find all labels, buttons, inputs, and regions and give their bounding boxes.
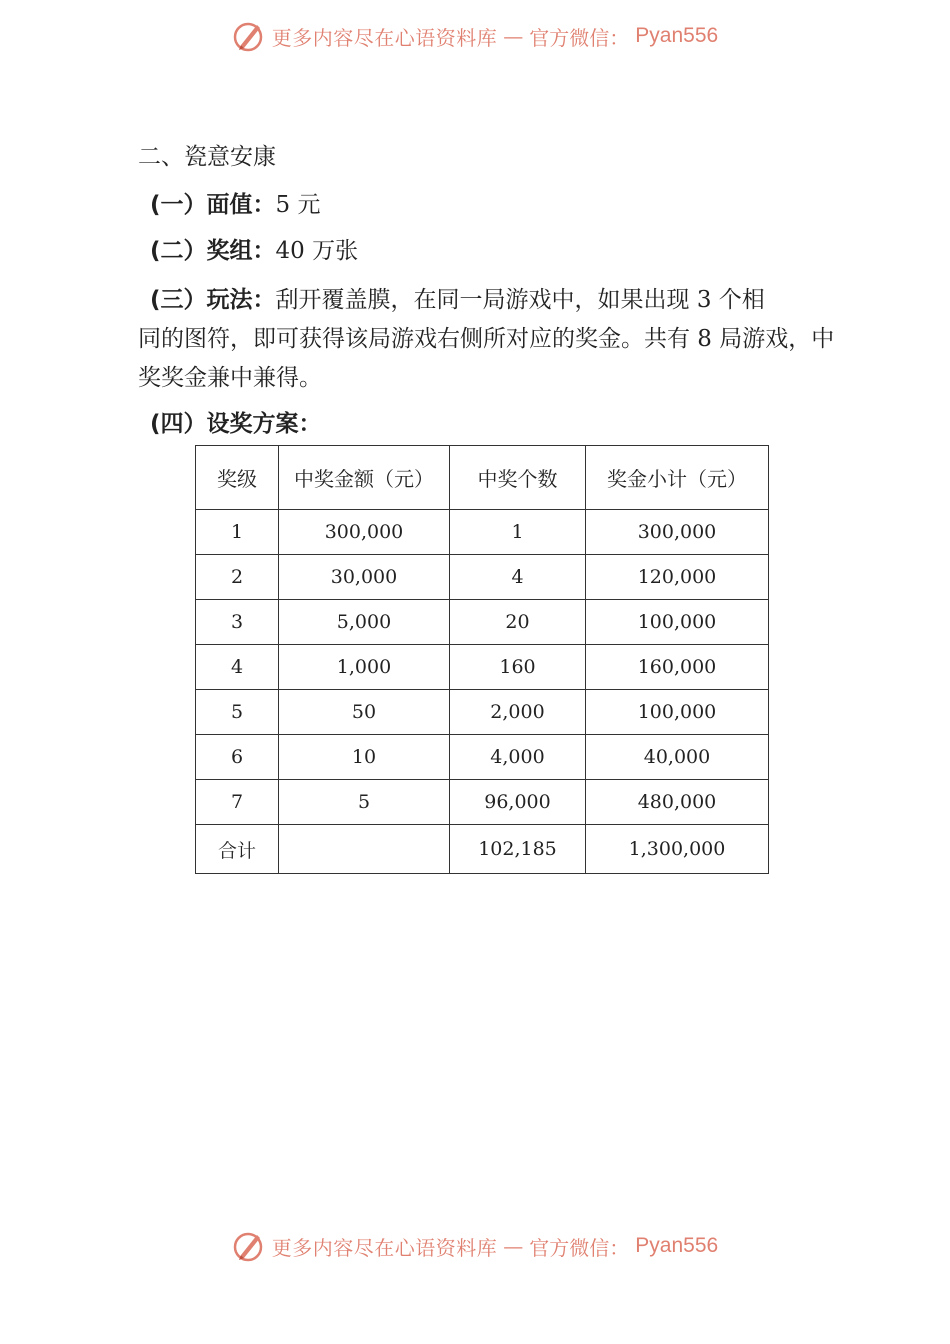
cell-amount: 1,000 (279, 645, 450, 690)
cell-level: 3 (196, 600, 279, 645)
pen-logo-icon (232, 1229, 266, 1263)
watermark-wechat-id: Pyan556 (635, 1234, 719, 1257)
cell-amount: 5,000 (279, 600, 450, 645)
footer-watermark (0, 1226, 950, 1266)
watermark-separator: — (503, 24, 524, 48)
table-header-row (196, 446, 769, 510)
cell-amount: 50 (279, 690, 450, 735)
cell-count: 96,000 (450, 780, 586, 825)
cell-count: 2,000 (450, 690, 586, 735)
cell-count: 1 (450, 510, 586, 555)
prize-table (195, 445, 769, 874)
table-row (196, 510, 769, 555)
cell-level: 6 (196, 735, 279, 780)
table-row (196, 645, 769, 690)
prize-plan-line (150, 405, 322, 438)
cell-amount: 5 (279, 780, 450, 825)
cell-level: 5 (196, 690, 279, 735)
cell-amount: 300,000 (279, 510, 450, 555)
prize-plan-label: (四）设奖方案： (150, 411, 322, 437)
watermark-wechat-label: 官方微信： (529, 25, 630, 50)
header-watermark (0, 16, 950, 56)
table-total-row (196, 825, 769, 874)
header-amount: 中奖金额（元） (279, 446, 450, 510)
section-title: 二、瓷意安康 (138, 144, 276, 170)
face-value-text: 5 元 (275, 192, 321, 218)
cell-count: 4,000 (450, 735, 586, 780)
pen-logo-icon (232, 19, 266, 53)
total-subtotal: 1,300,000 (586, 825, 769, 874)
cell-count: 4 (450, 555, 586, 600)
cell-level: 2 (196, 555, 279, 600)
gameplay-line (150, 281, 830, 320)
header-level: 奖级 (196, 446, 279, 510)
cell-level: 1 (196, 510, 279, 555)
cell-level: 7 (196, 780, 279, 825)
header-count: 中奖个数 (450, 446, 586, 510)
watermark-separator: — (503, 1234, 524, 1258)
cell-subtotal: 100,000 (586, 600, 769, 645)
cell-count: 20 (450, 600, 586, 645)
table-row (196, 690, 769, 735)
total-label: 合计 (196, 825, 279, 874)
table-row (196, 780, 769, 825)
cell-amount: 30,000 (279, 555, 450, 600)
face-value-label: (一）面值： (150, 192, 276, 218)
gameplay-text: 刮开覆盖膜，在同一局游戏中，如果出现 3 个相 (275, 287, 765, 313)
total-count: 102,185 (450, 825, 586, 874)
gameplay-text-continued: 同的图符，即可获得该局游戏右侧所对应的奖金。共有 8 局游戏，中奖奖金兼中兼得。 (138, 326, 835, 391)
total-amount (279, 825, 450, 874)
cell-level: 4 (196, 645, 279, 690)
prize-group-label: (二）奖组： (150, 238, 276, 264)
watermark-wechat-id: Pyan556 (635, 24, 719, 47)
table-row (196, 555, 769, 600)
watermark-text: 更多内容尽在心语资料库 (271, 1235, 498, 1260)
prize-group-line (150, 232, 358, 265)
table-row (196, 600, 769, 645)
cell-subtotal: 480,000 (586, 780, 769, 825)
cell-subtotal: 100,000 (586, 690, 769, 735)
face-value-line (150, 186, 320, 219)
gameplay-label: (三）玩法： (150, 287, 276, 313)
header-subtotal: 奖金小计（元） (586, 446, 769, 510)
cell-subtotal: 40,000 (586, 735, 769, 780)
cell-subtotal: 120,000 (586, 555, 769, 600)
cell-subtotal: 300,000 (586, 510, 769, 555)
watermark-wechat-label: 官方微信： (529, 1235, 630, 1260)
cell-amount: 10 (279, 735, 450, 780)
watermark-text: 更多内容尽在心语资料库 (271, 25, 498, 50)
prize-group-text: 40 万张 (275, 238, 359, 264)
cell-subtotal: 160,000 (586, 645, 769, 690)
cell-count: 160 (450, 645, 586, 690)
table-row (196, 735, 769, 780)
